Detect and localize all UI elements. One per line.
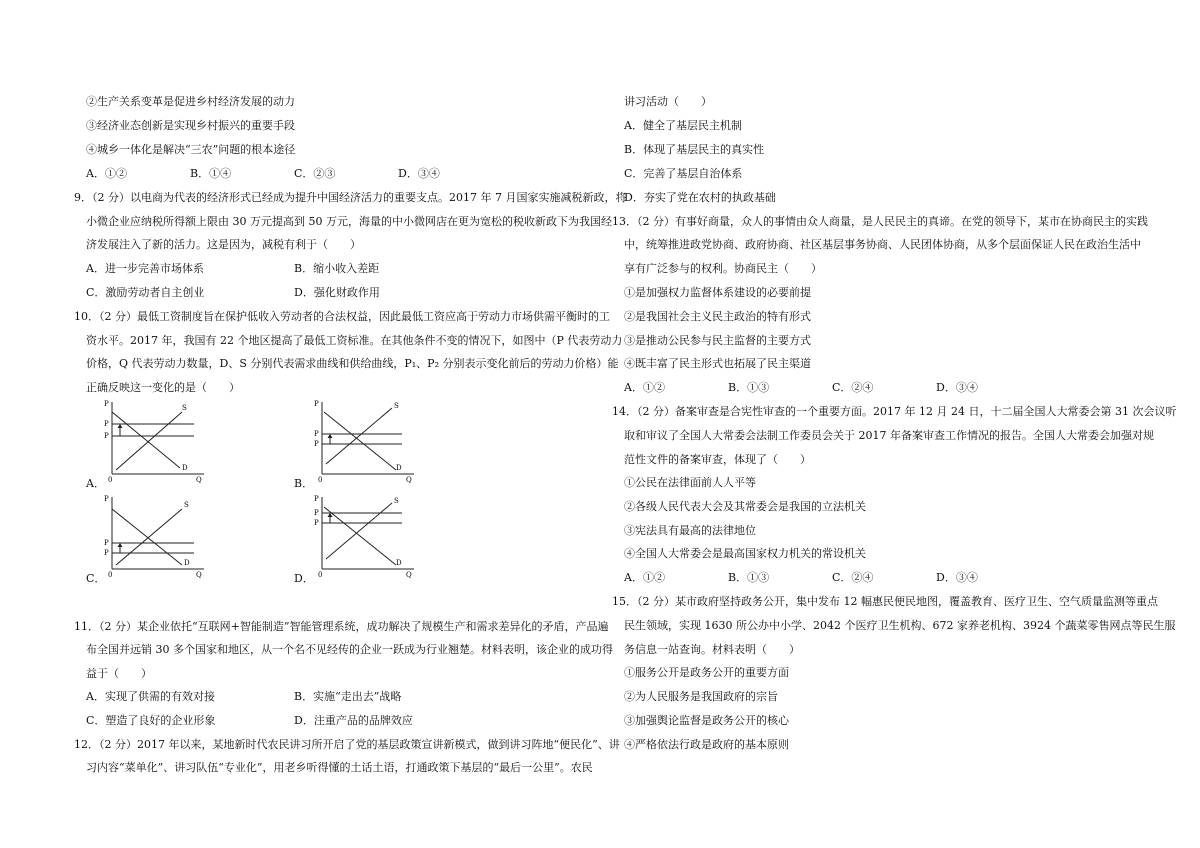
q8-option-c: C．②③: [294, 167, 336, 180]
svg-text:0: 0: [108, 476, 113, 484]
svg-text:P: P: [314, 430, 319, 438]
q14-item-2: ②各级人民代表大会及其常委会是我国的立法机关: [624, 500, 866, 513]
q15-line-1: 15．（2 分）某市政府坚持政务公开，集中发布 12 幅惠民便民地图，覆盖教育、医疗卫生、空气质量监测等重点: [612, 595, 1158, 608]
q11-line-1: 11．（2 分）某企业依托“互联网+智能制造”智能管理系统，成功解决了规模生产和需求差异化的矛盾，产品遍: [74, 620, 609, 633]
q13-line-1: 13．（2 分）有事好商量，众人的事情由众人商量，是人民民主的真谛。在党的领导下，某市在协商民主的实践: [612, 215, 1148, 228]
graph-a-label: A．: [86, 477, 105, 490]
q14-item-4: ④全国人大常委会是最高国家权力机关的常设机关: [624, 547, 866, 560]
q14-item-3: ③宪法具有最高的法律地位: [624, 524, 756, 537]
q8-item-2: ②生产关系变革是促进乡村经济发展的动力: [86, 95, 295, 108]
q15-item-4: ④严格依法行政是政府的基本原则: [624, 738, 789, 751]
svg-text:D: D: [396, 559, 402, 567]
svg-text:P: P: [104, 549, 109, 557]
svg-text:P: P: [314, 519, 319, 527]
svg-text:D: D: [396, 464, 402, 472]
q11-line-2: 布全国并远销 30 多个国家和地区，从一个名不见经传的企业一跃成为行业翘楚。材料表明，该企业的成功得: [86, 643, 613, 656]
q13-item-1: ①是加强权力监督体系建设的必要前提: [624, 286, 811, 299]
graph-b-label: B．: [294, 477, 314, 490]
svg-text:P: P: [314, 400, 319, 408]
q13-line-2: 中，统筹推进政党协商、政府协商、社区基层事务协商、人民团体协商，从多个层面保证人民在政治生活中: [624, 238, 1141, 251]
svg-text:S: S: [184, 501, 189, 509]
svg-text:D: D: [182, 464, 188, 472]
svg-text:S: S: [394, 402, 399, 410]
q11-option-b: B．实施“走出去”战略: [294, 690, 402, 703]
q12-option-c: C．完善了基层自治体系: [624, 167, 743, 180]
q9-line-3: 济发展注入了新的活力。这是因为，减税有利于（ ）: [86, 238, 361, 251]
q14-line-1: 14．（2 分）备案审查是合宪性审查的一个重要方面。2017 年 12 月 24 日，十二届全国人大常委会第 31 次会议听: [612, 405, 1177, 418]
q9-line-2: 小微企业应纳税所得额上限由 30 万元提高到 50 万元，海量的中小微网店在更为宽松的税收新政下为我国经: [86, 215, 612, 228]
graph-d: [310, 493, 420, 585]
svg-text:Q: Q: [406, 571, 412, 579]
q12-line-1: 12．（2 分）2017 年以来，某地新时代农民讲习所开启了党的基层政策宣讲新模式，做到讲习阵地“便民化”、讲: [74, 738, 620, 751]
svg-text:P: P: [104, 539, 109, 547]
graph-a: [100, 398, 210, 490]
q13-option-a: A．①②: [624, 381, 665, 394]
svg-text:P: P: [314, 509, 319, 517]
q9-option-b: B．缩小收入差距: [294, 262, 380, 275]
q10-line-3: 价格，Q 代表劳动力数量，D、S 分别代表需求曲线和供给曲线，P₁、P₂ 分别表示变化前后的劳动力价格）能: [86, 357, 619, 370]
q9-option-a: A．进一步完善市场体系: [86, 262, 204, 275]
svg-text:P: P: [104, 420, 109, 428]
q15-item-2: ②为人民服务是我国政府的宗旨: [624, 690, 778, 703]
svg-text:Q: Q: [196, 571, 202, 579]
q14-line-2: 取和审议了全国人大常委会法制工作委员会关于 2017 年备案审查工作情况的报告。全国人大常委会加强对规: [624, 429, 1154, 442]
q14-option-b: B．①③: [728, 571, 770, 584]
svg-text:0: 0: [318, 476, 323, 484]
graph-d-label: D．: [294, 572, 314, 585]
q11-line-3: 益于（ ）: [86, 667, 152, 680]
q8-item-3: ③经济业态创新是实现乡村振兴的重要手段: [86, 119, 295, 132]
graph-c-label: C．: [86, 572, 106, 585]
q14-line-3: 范性文件的备案审查，体现了（ ）: [624, 453, 811, 466]
svg-text:P: P: [314, 440, 319, 448]
q8-item-4: ④城乡一体化是解决“三农”问题的根本途径: [86, 143, 296, 156]
q10-line-4: 正确反映这一变化的是（ ）: [86, 381, 240, 394]
q11-option-d: D．注重产品的品牌效应: [294, 714, 413, 727]
q14-item-1: ①公民在法律面前人人平等: [624, 476, 756, 489]
q13-item-2: ②是我国社会主义民主政治的特有形式: [624, 310, 811, 323]
q13-line-3: 享有广泛参与的权利。协商民主（ ）: [624, 262, 822, 275]
q11-option-a: A．实现了供需的有效对接: [86, 690, 215, 703]
q10-line-2: 资水平。2017 年，我国有 22 个地区提高了最低工资标准。在其他条件不变的情况下，如图中（P 代表劳动力: [86, 334, 623, 347]
q14-option-a: A．①②: [624, 571, 665, 584]
q13-option-b: B．①③: [728, 381, 770, 394]
svg-text:S: S: [182, 404, 187, 412]
q13-option-d: D．③④: [936, 381, 978, 394]
svg-text:S: S: [394, 497, 399, 505]
q14-option-d: D．③④: [936, 571, 978, 584]
q12-continued: 讲习活动（ ）: [624, 95, 712, 108]
svg-text:0: 0: [318, 571, 323, 579]
q9-option-d: D．强化财政作用: [294, 286, 380, 299]
svg-text:P: P: [314, 495, 319, 503]
svg-text:D: D: [184, 559, 190, 567]
graph-c: [100, 493, 210, 585]
q13-option-c: C．②④: [832, 381, 874, 394]
q15-line-3: 务信息一站查询。材料表明（ ）: [624, 643, 800, 656]
q10-line-1: 10．（2 分）最低工资制度旨在保护低收入劳动者的合法权益，因此最低工资应高于劳动力市场供需平衡时的工: [74, 310, 610, 323]
q13-item-4: ④既丰富了民主形式也拓展了民主渠道: [624, 357, 811, 370]
svg-text:Q: Q: [196, 476, 202, 484]
q12-line-2: 习内容“菜单化”、讲习队伍“专业化”，用老乡听得懂的土话土语，打通政策下基层的“最后一公里”。农民: [86, 761, 593, 774]
q12-option-d: D．夯实了党在农村的执政基础: [624, 191, 776, 204]
q14-option-c: C．②④: [832, 571, 874, 584]
svg-text:P: P: [104, 400, 109, 408]
svg-text:P: P: [104, 495, 109, 503]
q11-option-c: C．塑造了良好的企业形象: [86, 714, 216, 727]
q12-option-b: B．体现了基层民主的真实性: [624, 143, 765, 156]
svg-text:P: P: [104, 432, 109, 440]
svg-text:0: 0: [108, 571, 113, 579]
q15-item-1: ①服务公开是政务公开的重要方面: [624, 666, 789, 679]
q15-line-2: 民生领域，实现 1630 所公办中小学、2042 个医疗卫生机构、672 家养老机构、3924 个蔬菜零售网点等民生服: [624, 619, 1176, 632]
svg-text:Q: Q: [406, 476, 412, 484]
q15-item-3: ③加强舆论监督是政务公开的核心: [624, 714, 789, 727]
graph-b: [310, 398, 420, 490]
q12-option-a: A．健全了基层民主机制: [624, 119, 742, 132]
q8-option-d: D．③④: [398, 167, 440, 180]
q8-option-b: B．①④: [190, 167, 232, 180]
q9-option-c: C．激励劳动者自主创业: [86, 286, 205, 299]
q8-option-a: A．①②: [86, 167, 127, 180]
q9-line-1: 9．（2 分）以电商为代表的经济形式已经成为提升中国经济活力的重要支点。2017 年 7 月国家实施减税新政，将: [74, 191, 627, 204]
q13-item-3: ③是推动公民参与民主监督的主要方式: [624, 334, 811, 347]
